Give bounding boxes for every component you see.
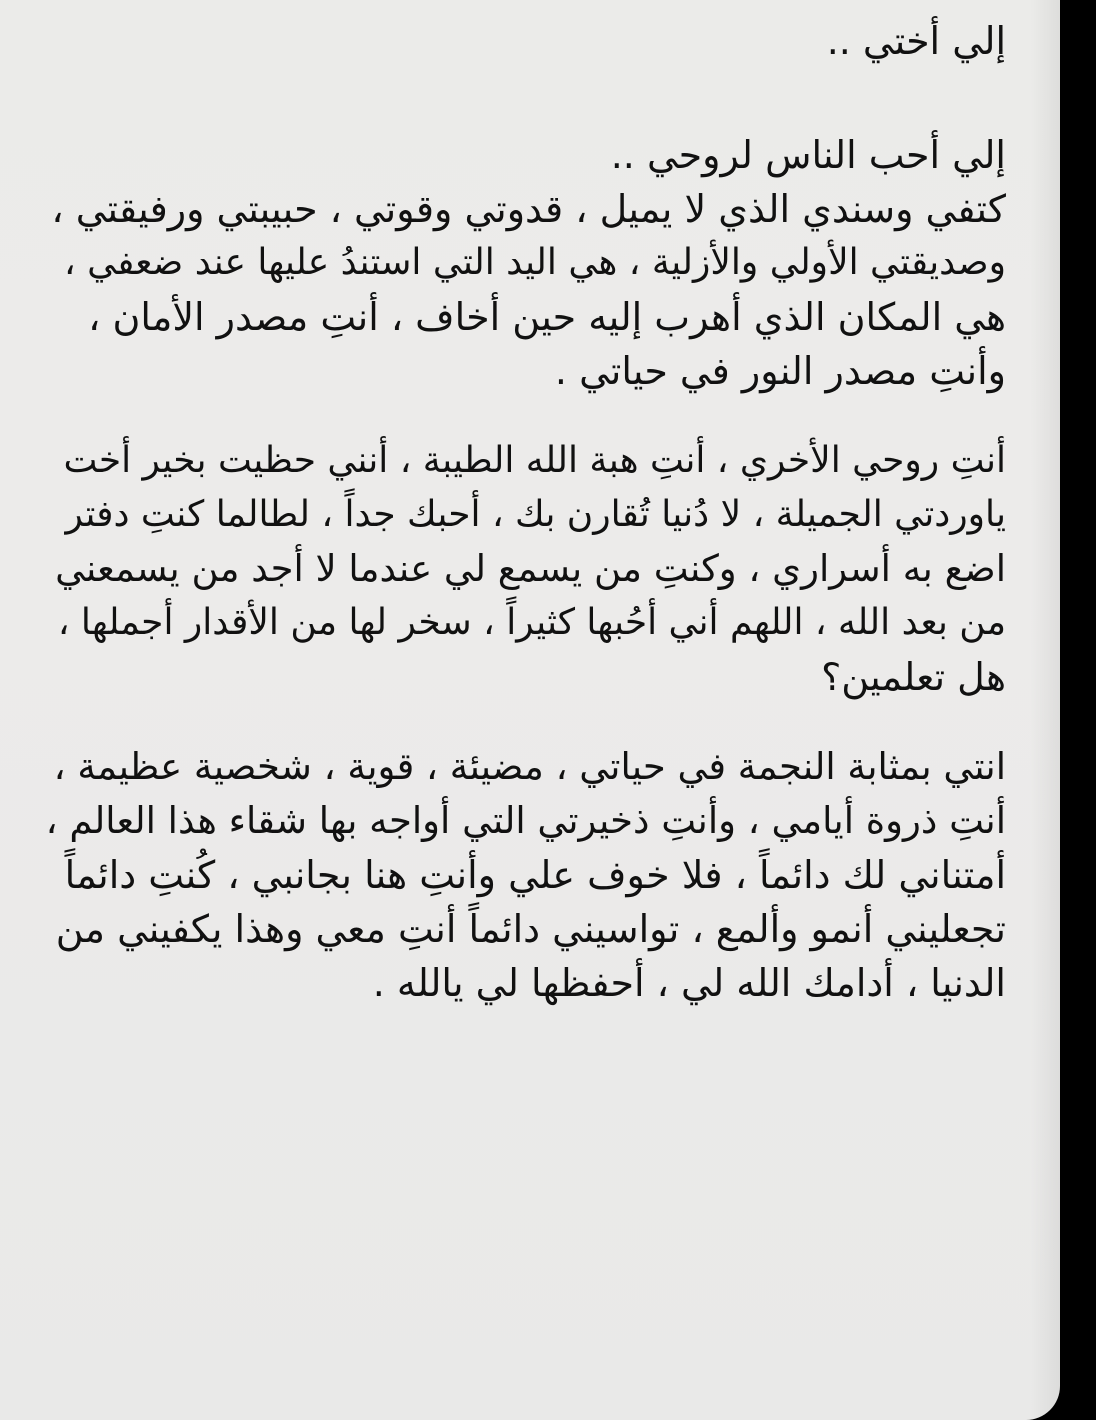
text-line: أنتِ روحي الأخري ، أنتِ هبة الله الطيبة ، أنني حظيت بخير أخت <box>63 440 1006 481</box>
text-line: ياوردتي الجميلة ، لا دُنيا تُقارن بك ، أحبك جداً ، لطالما كنتِ دفتر <box>65 494 1006 535</box>
text-line: هي المكان الذي أهرب إليه حين أخاف ، أنتِ مصدر الأمان ، <box>88 295 1006 339</box>
text-line: الدنيا ، أدامك الله لي ، أحفظها لي يالله . <box>372 961 1006 1005</box>
text-line: انتي بمثابة النجمة في حياتي ، مضيئة ، قوية ، شخصية عظيمة ، <box>53 745 1006 788</box>
page-title <box>46 14 1006 68</box>
text-line: إلي أحب الناس لروحي .. <box>610 133 1006 177</box>
paragraph-3 <box>46 740 1006 1010</box>
text-line: كتفي وسندي الذي لا يميل ، قدوتي وقوتي ، حبيبتي ورفيقتي ، <box>51 187 1006 231</box>
text-line: وصديقتي الأولي والأزلية ، هي اليد التي استندُ عليها عند ضعفي ، <box>64 242 1006 283</box>
text-line: أنتِ ذروة أيامي ، وأنتِ ذخيرتي التي أواجه بها شقاء هذا العالم ، <box>45 799 1006 842</box>
text-line: تجعليني أنمو وألمع ، تواسيني دائماً أنتِ معي وهذا يكفيني من <box>55 907 1006 951</box>
text-line: اضع به أسراري ، وكنتِ من يسمع لي عندما لا أجد من يسمعني <box>55 547 1006 590</box>
paragraph-2 <box>46 434 1006 704</box>
text-line: هل تعلمين؟ <box>821 655 1006 699</box>
paragraph-1 <box>46 128 1006 398</box>
text-line: من بعد الله ، اللهم أني أحُبها كثيراً ، سخر لها من الأقدار أجملها ، <box>57 602 1006 643</box>
text-line: أمتناني لك دائماً ، فلا خوف علي وأنتِ هنا بجانبي ، كُنتِ دائماً <box>64 853 1006 897</box>
text-line: وأنتِ مصدر النور في حياتي . <box>554 349 1006 393</box>
title-line: إلي أختي .. <box>826 19 1006 63</box>
